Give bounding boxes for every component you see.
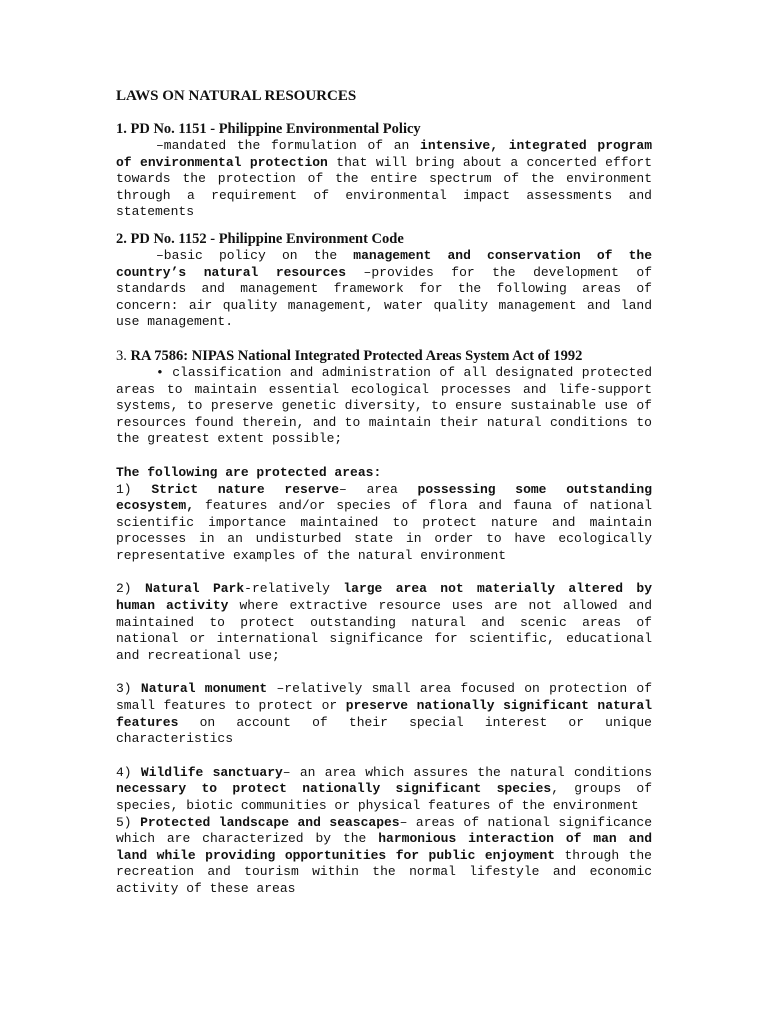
protected-area-item-5 [116, 815, 652, 898]
item-5-text-b: through the recreation and tourism within the normal lifestyle and economic activity of these areas [116, 847, 652, 896]
protected-area-item-2 [116, 581, 652, 664]
section-2-bold-a: management and conservation of the country’s natural resources [116, 247, 653, 280]
section-3-body: • classification and administration of all designated protected areas to maintain essential ecological processes and life-support systems, to preserve genetic diversity, to ensure sustainable use of resources found therein, and to maintain their natural conditions to the greatest extent possible; [116, 364, 652, 447]
protected-areas-heading: The following are protected areas: [116, 464, 382, 480]
item-3-term: Natural monument [140, 681, 268, 697]
item-2-text-b: where extractive resource uses are not allowed and maintained to protect outstanding natural and scenic areas of national or international significance for scientific, educational and recreational use; [116, 598, 652, 663]
document-page [116, 88, 652, 898]
protected-area-item-1 [116, 482, 652, 565]
section-3-heading [116, 348, 652, 365]
item-4-text-a: – an area which assures the natural conditions [282, 764, 652, 780]
item-3-bold: preserve nationally significant natural features [116, 698, 652, 730]
section-1-text-a: –mandated the formulation of an [156, 138, 421, 153]
item-5-number: 5) [116, 814, 141, 830]
section-2-heading: 2. PD No. 1152 - Philippine Environment Code [116, 230, 404, 247]
item-3-text-a: –relatively small area focused on protection of small features to protect or [116, 681, 653, 714]
section-1-bold-a: intensive, integrated program of environmental protection [116, 138, 652, 170]
item-1-text-a: – area [339, 481, 418, 497]
item-3-text-b: on account of their special interest or unique characteristics [116, 714, 652, 747]
section-2-body [116, 248, 652, 331]
section-1-heading: 1. PD No. 1151 - Philippine Environmental Policy [116, 121, 421, 137]
protected-area-item-4 [116, 765, 652, 815]
item-2-text-a: -relatively [244, 581, 344, 597]
item-2-bold: large area not materially altered by human activity [116, 581, 652, 614]
section-3-title: RA 7586: NIPAS National Integrated Protected Areas System Act of 1992 [130, 347, 583, 364]
section-1-body [116, 138, 652, 221]
item-2-number: 2) [116, 581, 145, 597]
item-4-term: Wildlife sanctuary [140, 764, 283, 780]
item-2-term: Natural Park [144, 581, 245, 597]
section-2-text-a: –basic policy on the [156, 247, 354, 263]
item-1-bold: possessing some outstanding ecosystem, [116, 481, 653, 514]
section-3-number: 3. [116, 347, 131, 364]
section-1-text-b: that will bring about a concerted effort towards the protection of the entire spectrum of the environment through a requirement of environmental impact assessments and statements [116, 154, 652, 220]
document-title: LAWS ON NATURAL RESOURCES [116, 88, 357, 104]
item-5-bold: harmonious interaction of man and land while providing opportunities for public enjoyment [116, 831, 652, 863]
item-3-number: 3) [116, 681, 141, 697]
protected-area-item-3 [116, 681, 652, 747]
item-5-term: Protected landscape and seascapes [140, 814, 400, 830]
item-1-number: 1) [116, 481, 152, 497]
item-4-text-b: , groups of species, biotic communities or physical features of the environment [116, 781, 652, 813]
item-1-text-b: features and/or species of flora and fauna of national scientific importance maintained to protect nature and maintain processes in an undisturbed state in order to have ecologically representative examples of the natural environment [116, 498, 652, 563]
item-1-term: Strict nature reserve [151, 481, 340, 497]
item-5-text-a: – areas of national significance which are characterized by the [116, 814, 652, 847]
section-2-text-b: –provides for the development of standards and management framework for the following areas of concern: air quality management, water quality management and land use management. [116, 264, 652, 330]
item-4-bold: necessary to protect nationally significant species [116, 781, 552, 797]
item-4-number: 4) [116, 764, 141, 780]
